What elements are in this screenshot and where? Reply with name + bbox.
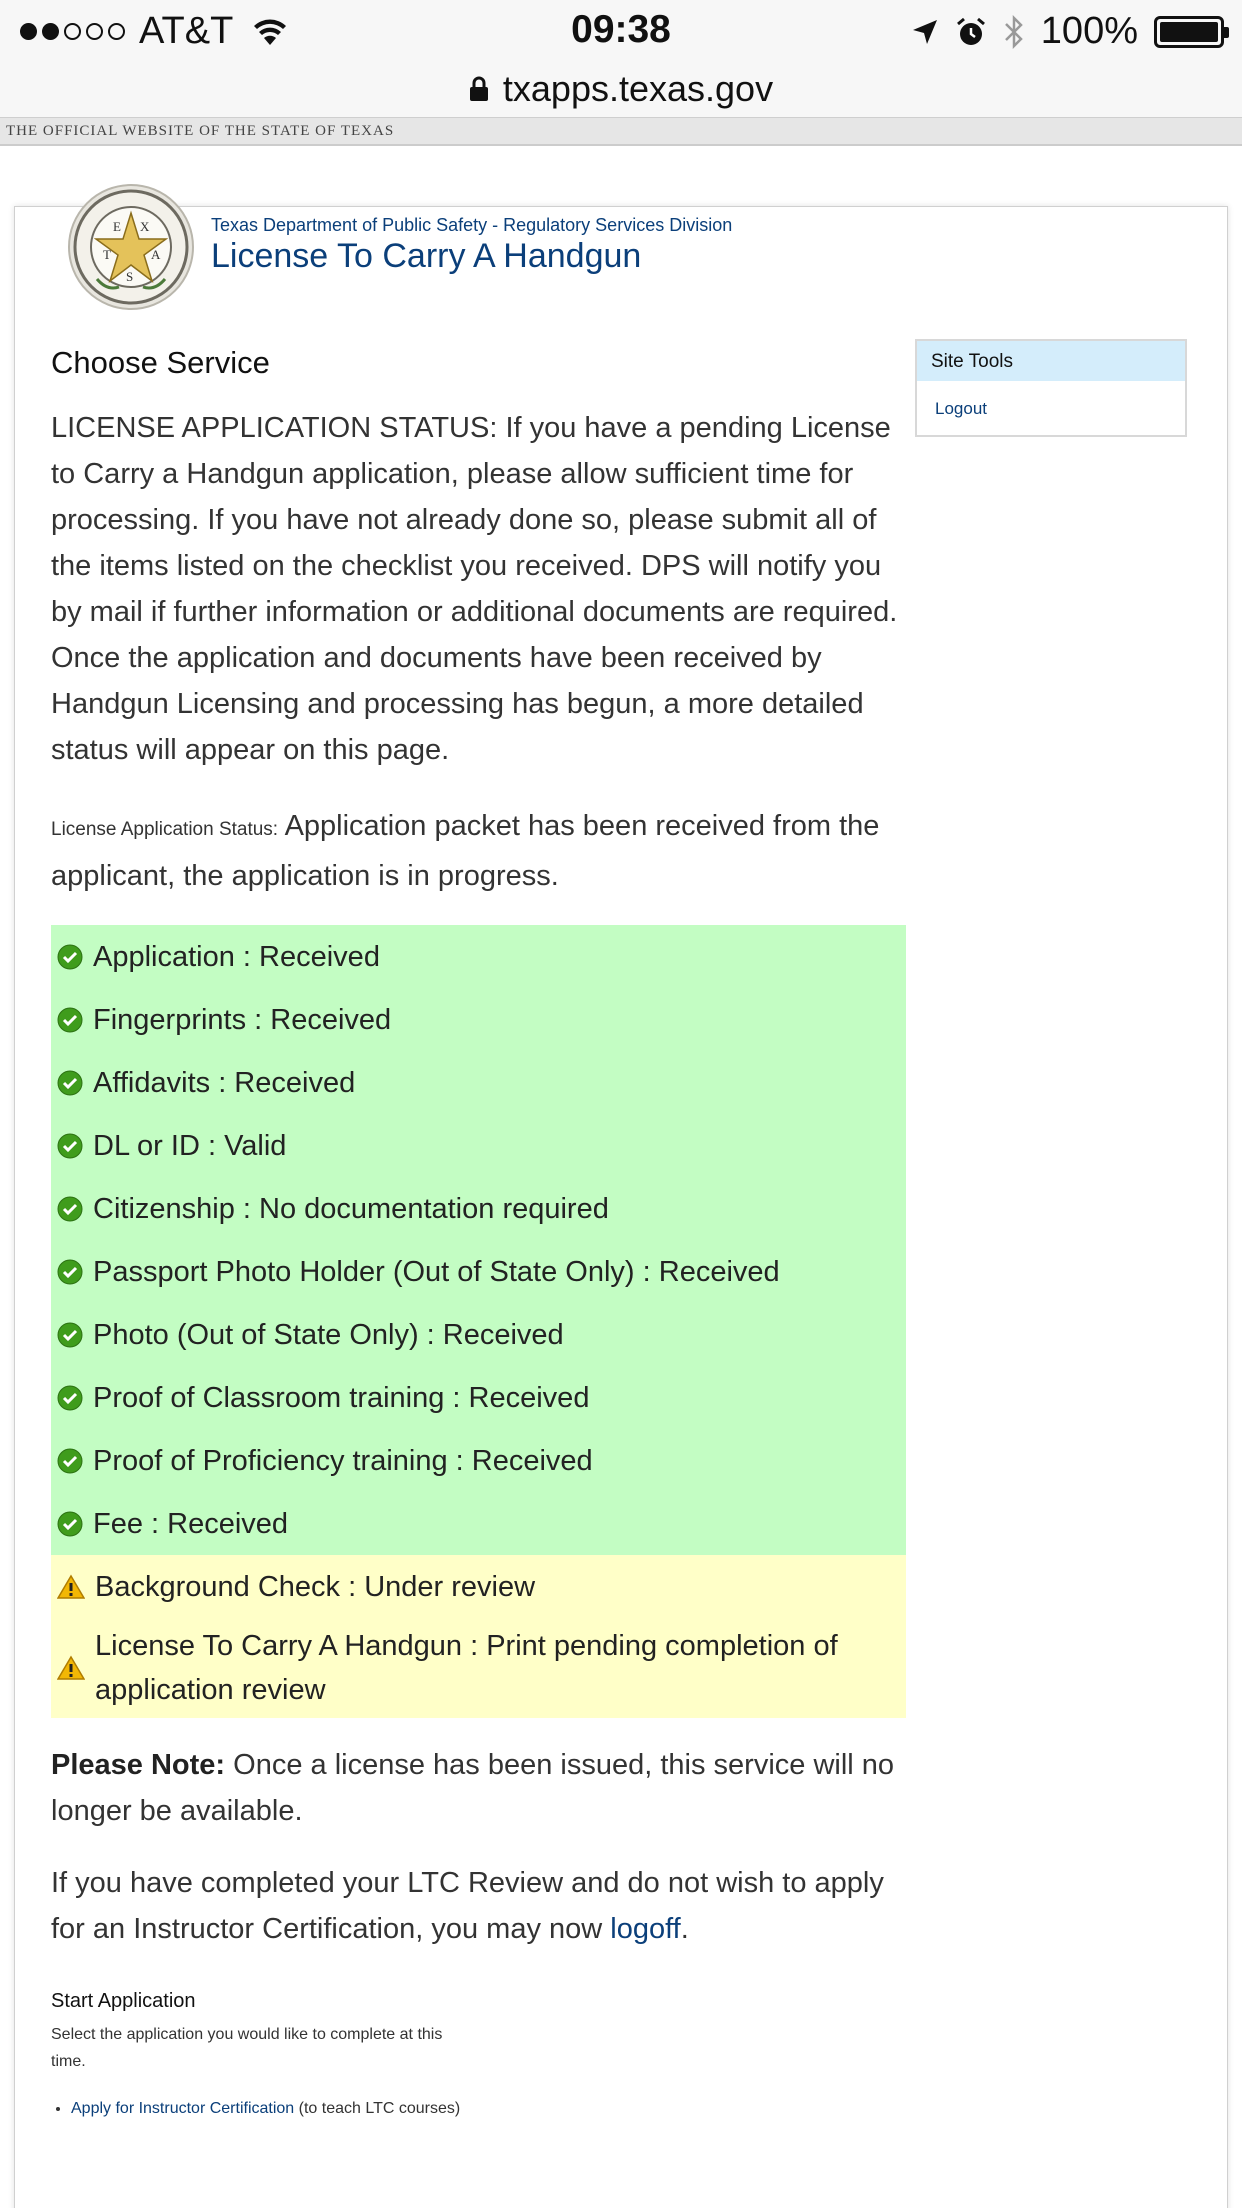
checklist-item-text: License To Carry A Handgun : Print pending completion of application review xyxy=(95,1630,838,1706)
status-value: Application packet has been received from the applicant, the application is in progress. xyxy=(51,810,880,892)
check-circle-icon xyxy=(57,1259,83,1285)
logout-link[interactable]: Logout xyxy=(935,399,987,418)
clock: 09:38 xyxy=(571,8,671,51)
location-arrow-icon xyxy=(911,18,939,46)
list-item xyxy=(71,2095,471,2122)
checklist-item-text: Passport Photo Holder (Out of State Only) : Received xyxy=(93,1255,780,1288)
checklist-item xyxy=(51,1303,906,1366)
dps-seal-logo xyxy=(67,183,195,311)
application-status xyxy=(51,803,906,899)
checklist-item-text: DL or ID : Valid xyxy=(93,1129,287,1162)
carrier-name: AT&T xyxy=(139,10,234,52)
section-heading: Choose Service xyxy=(51,345,270,380)
check-circle-icon xyxy=(57,1448,83,1474)
checklist-item xyxy=(51,1429,906,1492)
warning-icon xyxy=(57,1655,85,1681)
checklist-item-text: Citizenship : No documentation required xyxy=(93,1192,609,1225)
logoff-period: . xyxy=(680,1913,689,1945)
status-bar xyxy=(0,0,1242,60)
page-title: License To Carry A Handgun xyxy=(211,237,642,275)
agency-name: Texas Department of Public Safety - Regulatory Services Division xyxy=(211,215,733,235)
checklist-item xyxy=(51,1051,906,1114)
checklist-item xyxy=(51,1618,906,1718)
svg-text:T: T xyxy=(103,247,111,262)
note-text: Once a license has been issued, this service will no longer be available. xyxy=(51,1749,895,1827)
checklist-item xyxy=(51,988,906,1051)
status-intro-text: LICENSE APPLICATION STATUS: If you have a pending License to Carry a Handgun application, please allow sufficient time for processing. If you have not already done so, please submit all of the items listed on the checklist you received. DPS will notify you by mail if further information or additional documents are required. Once the application and documents have been received by Handgun Licensing and processing has begun, a more detailed status will appear on this page. xyxy=(51,412,898,766)
checklist-item-text: Proof of Classroom training : Received xyxy=(93,1381,590,1414)
official-site-banner: THE OFFICIAL WEBSITE OF THE STATE OF TEXAS xyxy=(0,118,1242,146)
checklist-item xyxy=(51,1555,906,1618)
checklist-item xyxy=(51,1366,906,1429)
check-circle-icon xyxy=(57,1070,83,1096)
svg-text:A: A xyxy=(151,247,161,262)
checklist-item xyxy=(51,925,906,988)
application-list xyxy=(51,2095,471,2122)
bluetooth-icon xyxy=(1003,14,1025,50)
checklist-item xyxy=(51,1177,906,1240)
check-circle-icon xyxy=(57,1385,83,1411)
alarm-clock-icon xyxy=(955,16,987,48)
checklist-item-text: Application : Received xyxy=(93,940,380,973)
battery-icon xyxy=(1154,16,1224,48)
checklist-item xyxy=(51,1240,906,1303)
checklist-item xyxy=(51,1114,906,1177)
checklist-item-text: Affidavits : Received xyxy=(93,1066,356,1099)
checklist-item-text: Fee : Received xyxy=(93,1507,289,1540)
check-circle-icon xyxy=(57,1511,83,1537)
start-application-heading: Start Application xyxy=(51,1990,196,2012)
check-circle-icon xyxy=(57,1007,83,1033)
note-label: Please Note: xyxy=(51,1749,226,1781)
main-column xyxy=(51,339,906,2122)
check-circle-icon xyxy=(57,944,83,970)
site-tools-panel xyxy=(915,339,1187,437)
check-circle-icon xyxy=(57,1322,83,1348)
logoff-link[interactable]: logoff xyxy=(610,1913,681,1945)
check-circle-icon xyxy=(57,1133,83,1159)
apply-instructor-certification-link[interactable]: Apply for Instructor Certification xyxy=(71,2100,295,2117)
battery-percentage: 100% xyxy=(1040,10,1138,52)
lock-icon xyxy=(469,76,489,102)
start-application-description: Select the application you would like to complete at this time. xyxy=(51,2026,443,2070)
site-tools-heading: Site Tools xyxy=(917,341,1185,381)
status-bar-right xyxy=(911,10,1224,53)
checklist-item-text: Background Check : Under review xyxy=(95,1570,536,1603)
checklist xyxy=(51,925,906,1718)
status-label: License Application Status: xyxy=(51,819,279,840)
please-note xyxy=(51,1742,906,1834)
warning-icon xyxy=(57,1574,85,1600)
svg-text:X: X xyxy=(140,219,150,234)
check-circle-icon xyxy=(57,1196,83,1222)
checklist-item-text: Proof of Proficiency training : Received xyxy=(93,1444,593,1477)
application-note: (to teach LTC courses) xyxy=(294,2100,461,2117)
logoff-text: If you have completed your LTC Review and do not wish to apply for an Instructor Certification, you may now xyxy=(51,1867,884,1945)
checklist-item-text: Fingerprints : Received xyxy=(93,1003,392,1036)
checklist-item-text: Photo (Out of State Only) : Received xyxy=(93,1318,564,1351)
checklist-item xyxy=(51,1492,906,1555)
logoff-paragraph xyxy=(51,1860,906,1952)
url-text: txapps.texas.gov xyxy=(502,67,774,109)
content-card xyxy=(14,206,1228,2208)
svg-text:E: E xyxy=(113,219,121,234)
svg-text:S: S xyxy=(126,269,134,284)
url-bar[interactable] xyxy=(0,60,1242,118)
